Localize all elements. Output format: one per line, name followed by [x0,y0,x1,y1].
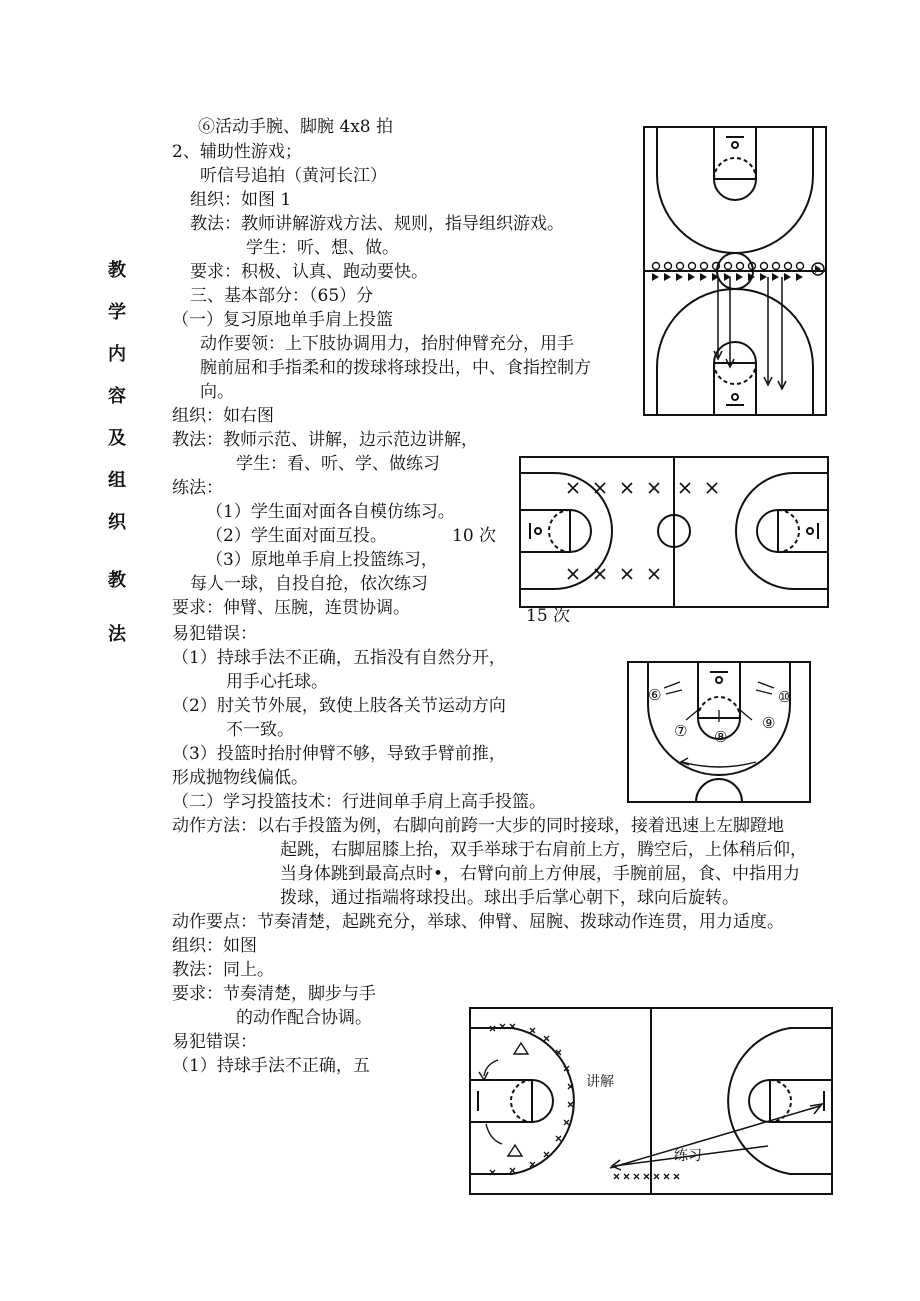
side-char: 及 [108,428,126,449]
text-line: 要求：伸臂、压腕，连贯协调。 [172,598,410,618]
text-line: 形成抛物线偏低。 [172,768,308,788]
court-diagram-chase-game [642,125,828,417]
text-line: （1）持球手法不正确，五指没有自然分开， [172,648,506,668]
text-line: 15 次 [526,606,571,626]
diagram-label-practice: 练习 [674,1148,702,1164]
side-char: 组 [108,470,126,491]
position-number: ⑥ [648,686,662,704]
position-number: ⑨ [762,714,776,732]
text-line: （3）原地单手肩上投篮练习， [206,550,438,570]
diagram-label-explain: 讲解 [586,1074,614,1090]
text-line: 教法：教师示范、讲解，边示范边讲解， [172,430,478,450]
text-line: （1）学生面对面各自模仿练习。 [206,502,455,522]
text-line: 组织：如图 1 [190,190,292,210]
text-line: 用手心托球。 [226,672,328,692]
side-char: 法 [108,624,126,645]
text-line: 每人一球，自投自抢，依次练习 [190,574,428,594]
text-line: （二）学习投篮技术：行进间单手肩上高手投篮。 [172,792,546,812]
text-line: 动作要领：上下肢协调用力，抬肘伸臂充分，用手 [200,334,574,354]
side-char: 学 [108,302,126,323]
text-line: 学生：看、听、学、做练习 [236,454,440,474]
text-line: ⑥活动手腕、脚腕 4x8 拍 [198,117,394,137]
text-line: 10 次 [452,526,497,546]
text-line: 教法：教师讲解游戏方法、规则，指导组织游戏。 [190,214,564,234]
text-line: 动作要点：节奏清楚，起跳充分，举球、伸臂、屈腕、拨球动作连贯，用力适度。 [172,912,784,932]
side-char: 织 [108,512,126,533]
text-line: 腕前屈和手指柔和的拨球将球投出，中、食指控制方 [200,358,591,378]
text-line: （一）复习原地单手肩上投篮 [172,310,393,330]
text-line: 当身体跳到最高点时•，右臂向前上方伸展，手腕前屈，食、中指用力 [280,864,801,884]
text-line: （2）肘关节外展，致使上肢各关节运动方向 [172,696,506,716]
text-line: 要求：积极、认真、跑动要快。 [190,262,428,282]
court-diagram-numbered-positions [626,660,812,804]
text-line: 组织：如右图 [172,406,274,426]
side-char: 教 [108,260,126,281]
court-diagram-layup-practice [468,1006,834,1196]
text-line: 不一致。 [226,720,294,740]
text-line: 易犯错误： [172,624,257,644]
text-line: 学生：听、想、做。 [246,238,399,258]
text-line: （1）持球手法不正确，五 [172,1056,370,1076]
text-line: 三、基本部分：（65）分 [190,286,374,306]
text-line: 听信号追拍（黄河长江） [200,166,387,186]
text-line: 的动作配合协调。 [236,1008,372,1028]
text-line: 要求：节奏清楚，脚步与手 [172,984,376,1004]
position-number: ⑧ [714,728,728,746]
side-char: 教 [108,570,126,591]
text-line: （3）投篮时抬肘伸臂不够，导致手臂前推， [172,744,506,764]
text-line: 组织：如图 [172,936,257,956]
text-line: 动作方法：以右手投篮为例，右脚向前跨一大步的同时接球，接着迅速上左脚蹬地 [172,816,784,836]
position-number: ⑦ [674,722,688,740]
position-number: ⑩ [778,688,792,706]
side-char: 内 [108,344,126,365]
text-line: 拨球，通过指端将球投出。球出手后掌心朝下，球向后旋转。 [280,888,739,908]
text-line: 2、辅助性游戏； [172,142,302,162]
side-char: 容 [108,386,126,407]
text-line: 起跳，右脚屈膝上抬，双手举球于右肩前上方，腾空后，上体稍后仰， [280,840,807,860]
text-line: （2）学生面对面互投。 [206,526,387,546]
text-line: 教法：同上。 [172,960,274,980]
court-diagram-face-to-face [518,455,830,611]
text-line: 向。 [200,382,234,402]
text-line: 练法： [172,478,223,498]
text-line: 易犯错误： [172,1032,257,1052]
